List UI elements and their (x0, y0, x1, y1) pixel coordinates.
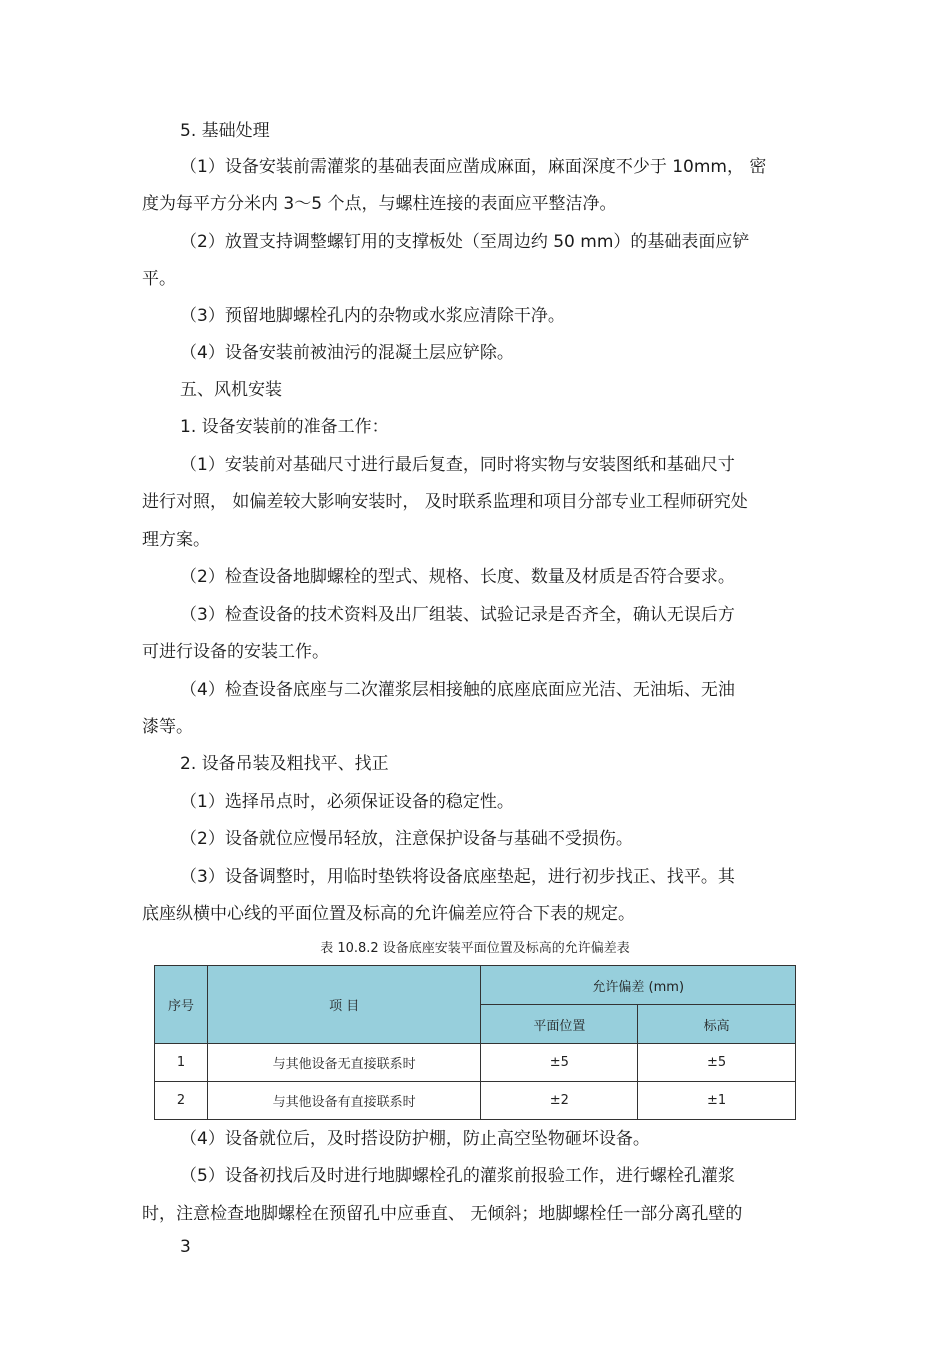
subheading: 2. 设备吊装及粗找平、找正 (180, 754, 389, 774)
header-seq: 序号 (155, 966, 208, 1044)
paragraph-line: （3）预留地脚螺栓孔内的杂物或水浆应清除干净。 (180, 306, 565, 326)
paragraph-line: 进行对照， 如偏差较大影响安装时， 及时联系监理和项目分部专业工程师研究处 (142, 492, 748, 512)
subheading: 1. 设备安装前的准备工作： (180, 417, 389, 437)
cell-plane: ±5 (481, 1044, 638, 1082)
paragraph-line: （3）设备调整时，用临时垫铁将设备底座垫起，进行初步找正、找平。其 (180, 867, 735, 887)
tolerance-table (154, 965, 796, 1120)
header-tolerance: 允许偏差 (mm) (481, 966, 796, 1005)
paragraph-line: （4）设备就位后，及时搭设防护棚，防止高空坠物砸坏设备。 (180, 1129, 650, 1149)
paragraph-line: 底座纵横中心线的平面位置及标高的允许偏差应符合下表的规定。 (142, 904, 635, 924)
paragraph-line: （2）设备就位应慢吊轻放，注意保护设备与基础不受损伤。 (180, 829, 633, 849)
paragraph-line: 漆等。 (142, 717, 193, 737)
header-item: 项 目 (207, 966, 481, 1044)
paragraph-line: （1）选择吊点时，必须保证设备的稳定性。 (180, 792, 514, 812)
paragraph-line: （3）检查设备的技术资料及出厂组装、试验记录是否齐全，确认无误后方 (180, 605, 735, 625)
cell-elevation: ±5 (638, 1044, 796, 1082)
paragraph-line: 度为每平方分米内 3～5 个点，与螺柱连接的表面应平整洁净。 (142, 194, 617, 214)
cell-seq: 2 (155, 1082, 208, 1120)
table-row (155, 1044, 796, 1082)
header-elevation: 标高 (638, 1005, 796, 1044)
heading-foundation: 5. 基础处理 (180, 121, 270, 141)
paragraph-line: 理方案。 (142, 530, 210, 550)
section-heading: 五、风机安装 (180, 380, 282, 400)
paragraph-line: 平。 (142, 269, 176, 289)
paragraph-line: （4）设备安装前被油污的混凝土层应铲除。 (180, 343, 514, 363)
cell-seq: 1 (155, 1044, 208, 1082)
paragraph-line: （1）安装前对基础尺寸进行最后复查，同时将实物与安装图纸和基础尺寸 (180, 455, 735, 475)
cell-item: 与其他设备有直接联系时 (207, 1082, 481, 1120)
paragraph-line: 时，注意检查地脚螺栓在预留孔中应垂直、 无倾斜；地脚螺栓任一部分离孔壁的 (142, 1204, 743, 1224)
cell-plane: ±2 (481, 1082, 638, 1120)
header-plane: 平面位置 (481, 1005, 638, 1044)
table-caption: 表 10.8.2 设备底座安装平面位置及标高的允许偏差表 (320, 941, 630, 956)
cell-elevation: ±1 (638, 1082, 796, 1120)
paragraph-line: （5）设备初找后及时进行地脚螺栓孔的灌浆前报验工作，进行螺栓孔灌浆 (180, 1166, 735, 1186)
paragraph-line: （4）检查设备底座与二次灌浆层相接触的底座底面应光洁、无油垢、无油 (180, 680, 735, 700)
paragraph-line: （2）检查设备地脚螺栓的型式、规格、长度、数量及材质是否符合要求。 (180, 567, 735, 587)
table-row (155, 1082, 796, 1120)
page-number: 3 (180, 1237, 191, 1257)
cell-item: 与其他设备无直接联系时 (207, 1044, 481, 1082)
paragraph-line: （1）设备安装前需灌浆的基础表面应凿成麻面，麻面深度不少于 10mm， 密 (180, 157, 767, 177)
paragraph-line: 可进行设备的安装工作。 (142, 642, 329, 662)
paragraph-line: （2）放置支持调整螺钉用的支撑板处（至周边约 50 mm）的基础表面应铲 (180, 232, 750, 252)
